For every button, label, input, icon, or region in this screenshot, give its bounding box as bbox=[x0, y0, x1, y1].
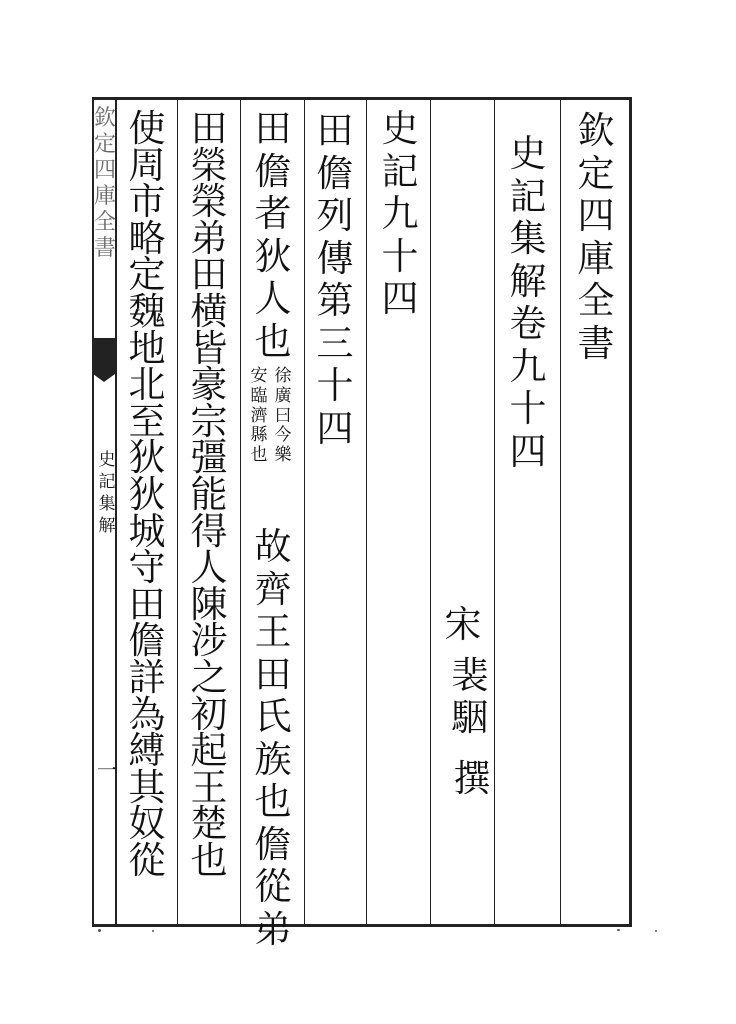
body-char: 狄 bbox=[254, 234, 292, 278]
note-char: 濟 bbox=[250, 405, 268, 426]
column-rule bbox=[494, 100, 495, 924]
chapter-title-char: 傳 bbox=[316, 236, 354, 280]
body-char: 田 bbox=[190, 107, 228, 150]
body-char: 人 bbox=[190, 546, 228, 590]
body-char: 人 bbox=[254, 277, 292, 320]
body-char: 詳 bbox=[128, 655, 166, 699]
margin-char: 集 bbox=[98, 494, 116, 514]
body-char: 王 bbox=[254, 610, 292, 653]
body-char: 田 bbox=[190, 253, 228, 297]
chapter-title-char: 十 bbox=[316, 364, 354, 407]
column-rule bbox=[304, 100, 305, 924]
body-char: 也 bbox=[254, 319, 292, 363]
ink-speck bbox=[152, 930, 154, 932]
margin-short-title bbox=[96, 452, 118, 540]
note-char: 也 bbox=[250, 445, 268, 466]
ink-speck bbox=[655, 930, 657, 932]
page-number bbox=[96, 760, 118, 780]
title-char: 記 bbox=[509, 174, 547, 218]
margin-char: 四 bbox=[94, 158, 117, 183]
note-char: 臨 bbox=[250, 385, 268, 406]
body-char: 榮 bbox=[190, 180, 228, 224]
body-char: 縛 bbox=[128, 729, 166, 773]
body-char: 也 bbox=[254, 780, 292, 823]
body-char: 弟 bbox=[254, 907, 292, 951]
body-char: 市 bbox=[128, 180, 166, 224]
chapter-number-char: 記 bbox=[381, 149, 419, 193]
title-char: 集 bbox=[509, 217, 547, 260]
note-char: 徐 bbox=[274, 366, 292, 386]
header-char: 欽 bbox=[577, 109, 615, 152]
margin-char: 欽 bbox=[94, 106, 117, 131]
body-char: 田 bbox=[254, 107, 292, 150]
title-char: 解 bbox=[509, 259, 547, 303]
body-line-3 bbox=[124, 107, 170, 882]
margin-outer-title bbox=[94, 108, 116, 264]
body-char: 狄 bbox=[128, 472, 166, 516]
body-char: 也 bbox=[190, 838, 228, 882]
chapter-title-char: 列 bbox=[316, 194, 354, 237]
body-char: 為 bbox=[128, 692, 166, 736]
chapter-title-char: 田 bbox=[316, 109, 354, 152]
note-right-column bbox=[272, 368, 294, 467]
body-char: 從 bbox=[128, 838, 166, 882]
column-rule bbox=[430, 100, 431, 924]
margin-char: 庫 bbox=[94, 184, 117, 209]
chapter-number-char: 十 bbox=[381, 234, 419, 278]
body-char: 王 bbox=[190, 765, 228, 809]
body-char: 之 bbox=[190, 655, 228, 699]
body-line-1-continued bbox=[250, 525, 296, 953]
margin-char: 解 bbox=[98, 516, 116, 536]
chapter-number-column bbox=[377, 107, 423, 323]
body-char: 族 bbox=[254, 737, 292, 781]
body-line-1-main bbox=[250, 107, 296, 365]
title-char: 四 bbox=[509, 429, 547, 473]
title-char: 九 bbox=[509, 344, 547, 388]
author-name-char: 駰 bbox=[451, 696, 489, 739]
column-rule bbox=[560, 100, 561, 924]
chapter-number-char: 九 bbox=[381, 192, 419, 235]
body-char: 魏 bbox=[128, 289, 166, 333]
margin-char: 全 bbox=[94, 210, 117, 235]
note-char: 樂 bbox=[274, 445, 292, 466]
chapter-title-column bbox=[312, 109, 358, 452]
chapter-title-char: 四 bbox=[316, 406, 354, 450]
title-char: 史 bbox=[509, 132, 547, 175]
header-char: 四 bbox=[577, 194, 615, 237]
margin-char: 定 bbox=[94, 132, 117, 157]
chapter-number-char: 四 bbox=[381, 277, 419, 320]
chapter-number-char: 史 bbox=[381, 107, 419, 150]
ink-speck bbox=[98, 929, 101, 932]
title-char: 十 bbox=[509, 387, 547, 430]
body-char: 横 bbox=[190, 289, 228, 333]
body-char: 能 bbox=[190, 472, 228, 516]
header-char: 定 bbox=[577, 151, 615, 195]
body-char: 陳 bbox=[190, 582, 228, 626]
title-char: 卷 bbox=[509, 302, 547, 345]
body-char: 彊 bbox=[190, 436, 228, 480]
body-char: 儋 bbox=[254, 822, 292, 866]
body-char: 從 bbox=[254, 865, 292, 908]
chapter-title-char: 第 bbox=[316, 279, 354, 322]
dynasty-char: 宋 bbox=[444, 603, 482, 646]
column-rule bbox=[366, 100, 367, 924]
body-char: 得 bbox=[190, 509, 228, 553]
body-char: 初 bbox=[190, 692, 228, 736]
body-char: 氏 bbox=[254, 695, 292, 738]
body-char: 涉 bbox=[190, 619, 228, 663]
body-char: 宗 bbox=[190, 399, 228, 443]
body-char: 周 bbox=[128, 143, 166, 187]
body-char: 田 bbox=[254, 652, 292, 696]
body-char: 起 bbox=[190, 729, 228, 773]
body-char: 略 bbox=[128, 216, 166, 260]
header-char: 全 bbox=[577, 279, 615, 322]
column-rule bbox=[240, 100, 241, 924]
body-char: 城 bbox=[128, 509, 166, 553]
body-char: 奴 bbox=[128, 802, 166, 846]
body-char: 儋 bbox=[128, 619, 166, 663]
note-char: 安 bbox=[250, 366, 268, 386]
header-char: 庫 bbox=[577, 236, 615, 280]
note-char: 今 bbox=[274, 425, 292, 446]
body-char: 使 bbox=[128, 107, 166, 150]
body-char: 定 bbox=[128, 253, 166, 297]
fishtail-mark-icon bbox=[92, 336, 116, 382]
frame-bottom-border bbox=[92, 924, 632, 927]
body-char: 皆 bbox=[190, 326, 228, 370]
author-name-char: 裴 bbox=[451, 653, 489, 697]
body-char: 楚 bbox=[190, 802, 228, 846]
author-column bbox=[440, 603, 491, 802]
book-title-column bbox=[505, 132, 551, 475]
note-left-column bbox=[248, 368, 270, 467]
body-char: 地 bbox=[128, 326, 166, 370]
header-char: 書 bbox=[577, 321, 615, 365]
column-rule bbox=[177, 100, 178, 924]
note-char: 曰 bbox=[274, 405, 292, 426]
note-char: 縣 bbox=[250, 425, 268, 446]
header-column bbox=[573, 109, 619, 367]
page-number-char: 一 bbox=[97, 758, 117, 782]
body-char: 豪 bbox=[190, 363, 228, 407]
frame-top-border bbox=[92, 97, 632, 100]
body-char: 弟 bbox=[190, 216, 228, 260]
margin-char: 史 bbox=[98, 450, 116, 470]
chapter-title-char: 三 bbox=[316, 321, 354, 365]
margin-char: 記 bbox=[98, 472, 116, 492]
author-role-char: 撰 bbox=[453, 756, 491, 800]
chapter-title-char: 儋 bbox=[316, 151, 354, 195]
frame-right-border bbox=[629, 97, 632, 927]
body-char: 田 bbox=[128, 582, 166, 626]
body-char: 其 bbox=[128, 765, 166, 809]
body-char: 儋 bbox=[254, 149, 292, 193]
body-char: 榮 bbox=[190, 143, 228, 187]
body-char: 守 bbox=[128, 546, 166, 590]
margin-char: 書 bbox=[94, 236, 117, 261]
body-char: 狄 bbox=[128, 436, 166, 480]
body-char: 至 bbox=[128, 399, 166, 443]
body-char: 故 bbox=[254, 525, 292, 568]
ink-speck bbox=[617, 929, 620, 931]
note-char: 廣 bbox=[274, 385, 292, 406]
body-char: 齊 bbox=[254, 567, 292, 611]
body-line-2 bbox=[186, 107, 232, 882]
body-char: 者 bbox=[254, 192, 292, 235]
body-char: 北 bbox=[128, 363, 166, 407]
